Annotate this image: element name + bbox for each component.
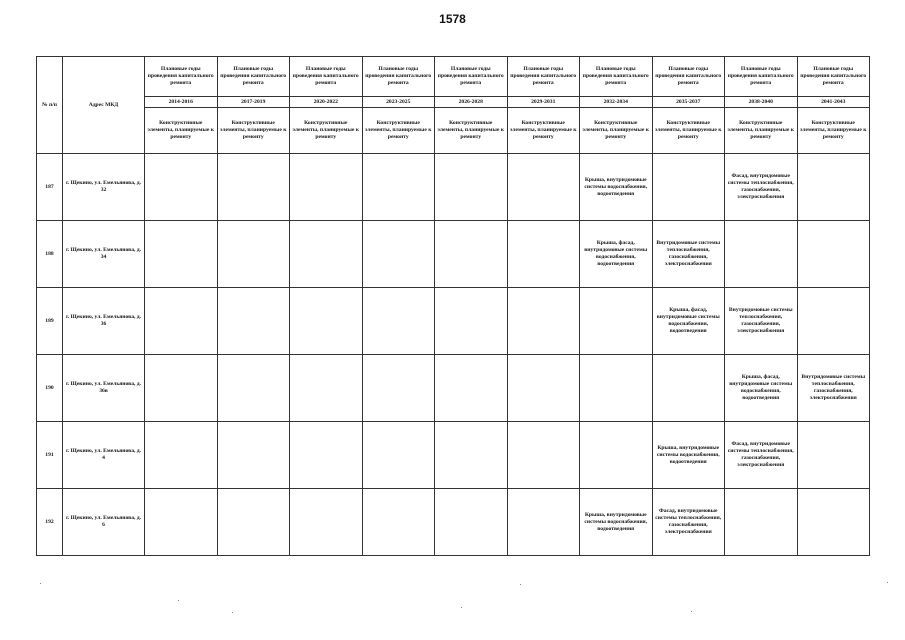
repair-elements-cell [797,154,870,221]
repair-elements-cell: Крыша, фасад, внутридомовые системы водоснабжения, водоотведения [580,221,653,288]
repair-elements-cell: Крыша, фасад, внутридомовые системы водоснабжения, водоотведения [652,288,725,355]
repair-elements-cell [725,221,798,288]
elements-header: Конструктивные элементы, планируемые к ремонту [217,108,290,154]
repair-elements-cell [725,489,798,556]
header-row-elements [37,108,870,154]
header-row-periods [37,97,870,108]
repair-elements-cell [435,221,508,288]
planned-years-header: Плановые годы проведения капитального ремонта [580,57,653,97]
row-address: г. Щекино, ул. Емельянова, д. 32 [63,154,145,221]
page-number: 1578 [439,12,466,26]
repair-elements-cell [290,489,363,556]
planned-years-header: Плановые годы проведения капитального ремонта [652,57,725,97]
repair-elements-cell [435,422,508,489]
scan-speck [40,583,41,584]
repair-elements-cell [362,489,435,556]
elements-header: Конструктивные элементы, планируемые к ремонту [725,108,798,154]
table-row [37,422,870,489]
repair-elements-cell [797,221,870,288]
table-row [37,288,870,355]
repair-elements-cell [362,221,435,288]
period-header: 2023-2025 [362,97,435,108]
repair-elements-cell [797,422,870,489]
row-address: г. Щекино, ул. Емельянова, д. 6 [63,489,145,556]
planned-years-header: Плановые годы проведения капитального ремонта [507,57,580,97]
table-row [37,221,870,288]
elements-header: Конструктивные элементы, планируемые к ремонту [580,108,653,154]
repair-elements-cell: Крыша, внутридомовые системы водоснабжения, водоотведения [580,154,653,221]
repair-elements-cell [580,422,653,489]
scan-speck [178,600,179,601]
period-header: 2014-2016 [145,97,218,108]
planned-years-header: Плановые годы проведения капитального ремонта [145,57,218,97]
repair-elements-cell [435,489,508,556]
repair-elements-cell [290,288,363,355]
repair-elements-cell: Крыша, фасад, внутридомовые системы водоснабжения, водоотведения [725,355,798,422]
row-address: г. Щекино, ул. Емельянова, д. 36в [63,355,145,422]
repair-elements-cell [507,221,580,288]
scan-speck [232,612,233,613]
scan-speck [887,582,888,583]
scan-speck [691,611,692,612]
elements-header: Конструктивные элементы, планируемые к ремонту [362,108,435,154]
row-number: 188 [37,221,63,288]
elements-header: Конструктивные элементы, планируемые к ремонту [145,108,218,154]
period-header: 2038-2040 [725,97,798,108]
repair-elements-cell: Крыша, внутридомовые системы водоснабжения, водоотведения [652,422,725,489]
planned-years-header: Плановые годы проведения капитального ремонта [217,57,290,97]
elements-header: Конструктивные элементы, планируемые к ремонту [507,108,580,154]
repair-elements-cell [217,422,290,489]
repair-elements-cell [797,489,870,556]
table-row [37,355,870,422]
repair-elements-cell [652,154,725,221]
repair-elements-cell [435,288,508,355]
repair-elements-cell: Фасад, внутридомовые системы теплоснабжения, газоснабжения, электроснабжения [725,422,798,489]
repair-elements-cell [797,288,870,355]
repair-elements-cell [362,355,435,422]
repair-elements-cell: Крыша, внутридомовые системы водоснабжения, водоотведения [580,489,653,556]
num-column-header: № п/п [37,57,63,154]
repair-elements-cell [290,221,363,288]
repair-elements-cell: Фасад, внутридомовые системы теплоснабжения, газоснабжения, электроснабжения [652,489,725,556]
planned-years-header: Плановые годы проведения капитального ремонта [290,57,363,97]
repair-elements-cell [145,489,218,556]
repair-elements-cell [652,355,725,422]
repair-elements-cell [217,154,290,221]
row-address: г. Щекино, ул. Емельянова, д. 34 [63,221,145,288]
header-row-title [37,57,870,97]
repair-elements-cell [435,355,508,422]
elements-header: Конструктивные элементы, планируемые к ремонту [797,108,870,154]
repair-elements-cell [362,288,435,355]
elements-header: Конструктивные элементы, планируемые к ремонту [435,108,508,154]
repair-elements-cell [507,355,580,422]
row-number: 191 [37,422,63,489]
repair-elements-cell: Внутридомовые системы теплоснабжения, газоснабжения, электроснабжения [652,221,725,288]
scan-speck [520,584,521,585]
period-header: 2020-2022 [290,97,363,108]
period-header: 2035-2037 [652,97,725,108]
repair-elements-cell [435,154,508,221]
scan-speck [461,607,462,608]
repair-plan-table [36,56,870,556]
planned-years-header: Плановые годы проведения капитального ремонта [362,57,435,97]
repair-elements-cell: Фасад, внутридомовые системы теплоснабжения, газоснабжения, электроснабжения [725,154,798,221]
repair-elements-cell [290,154,363,221]
repair-elements-cell [217,221,290,288]
repair-elements-cell [507,154,580,221]
repair-elements-cell [362,154,435,221]
repair-elements-cell [507,288,580,355]
row-number: 192 [37,489,63,556]
period-header: 2032-2034 [580,97,653,108]
repair-elements-cell [145,221,218,288]
period-header: 2029-2031 [507,97,580,108]
table-row [37,154,870,221]
repair-elements-cell: Внутридомовые системы теплоснабжения, газоснабжения, электроснабжения [725,288,798,355]
repair-elements-cell [145,288,218,355]
repair-elements-cell [290,355,363,422]
period-header: 2026-2028 [435,97,508,108]
repair-elements-cell: Внутридомовые системы теплоснабжения, газоснабжения, электроснабжения [797,355,870,422]
repair-elements-cell [507,422,580,489]
repair-elements-cell [580,355,653,422]
repair-elements-cell [217,288,290,355]
period-header: 2017-2019 [217,97,290,108]
repair-elements-cell [145,355,218,422]
repair-elements-cell [580,288,653,355]
repair-elements-cell [217,355,290,422]
row-number: 189 [37,288,63,355]
repair-elements-cell [507,489,580,556]
row-number: 187 [37,154,63,221]
elements-header: Конструктивные элементы, планируемые к ремонту [652,108,725,154]
row-number: 190 [37,355,63,422]
repair-elements-cell [362,422,435,489]
row-address: г. Щекино, ул. Емельянова, д. 36 [63,288,145,355]
repair-elements-cell [145,154,218,221]
repair-elements-cell [217,489,290,556]
planned-years-header: Плановые годы проведения капитального ремонта [725,57,798,97]
repair-elements-cell [290,422,363,489]
planned-years-header: Плановые годы проведения капитального ремонта [797,57,870,97]
table-row [37,489,870,556]
planned-years-header: Плановые годы проведения капитального ремонта [435,57,508,97]
row-address: г. Щекино, ул. Емельянова, д. 4 [63,422,145,489]
period-header: 2041-2043 [797,97,870,108]
repair-elements-cell [145,422,218,489]
elements-header: Конструктивные элементы, планируемые к ремонту [290,108,363,154]
address-column-header: Адрес МКД [63,57,145,154]
